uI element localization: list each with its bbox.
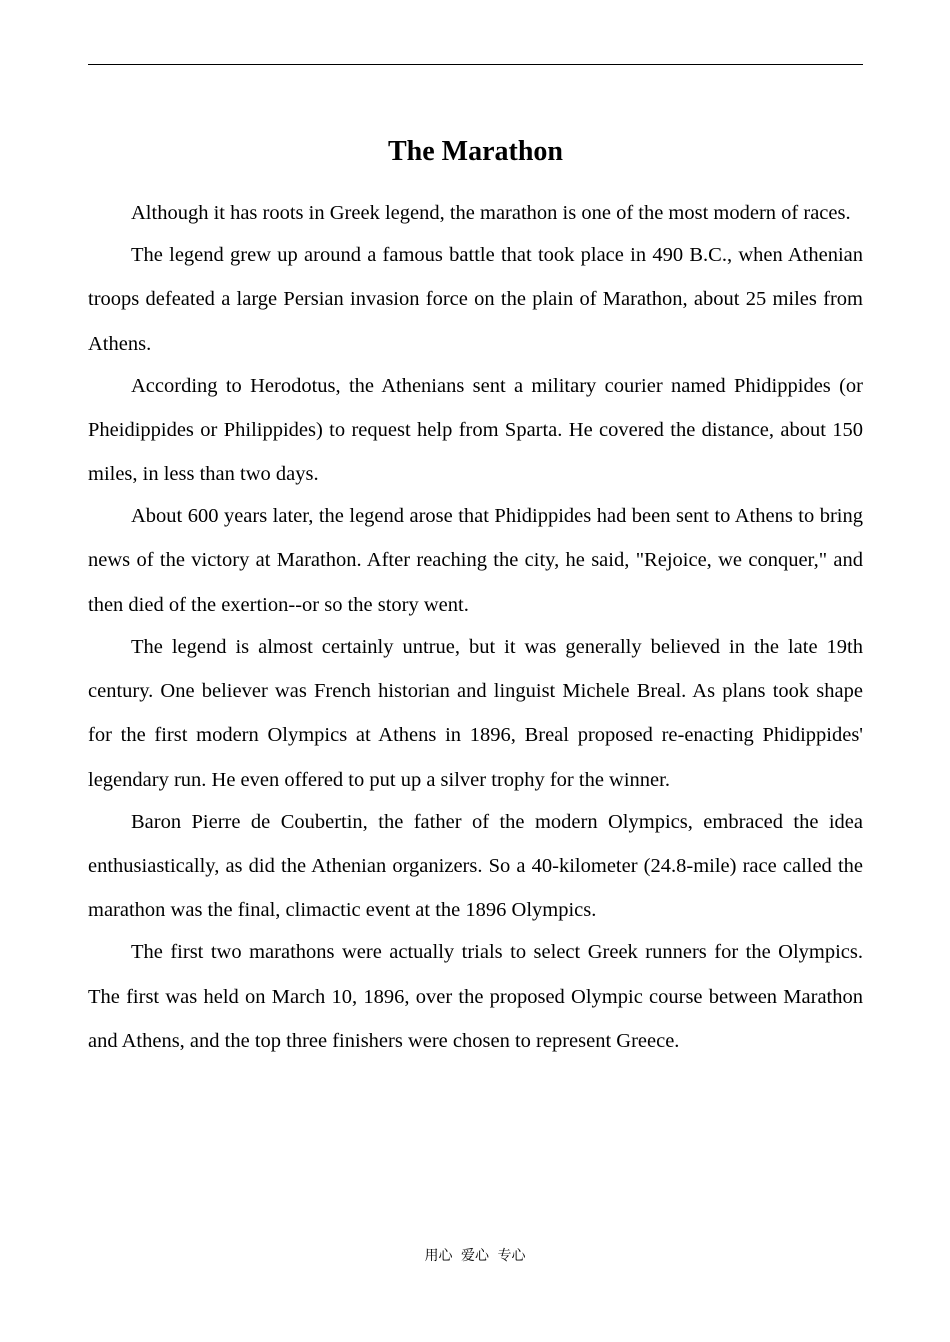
paragraph: The legend is almost certainly untrue, but it was generally believed in the late 19th century. One believer was French historian and linguist Michele Breal. As plans took shape for the first modern Olympics at Athens in 1896, Breal proposed re-enacting Phidippides' legendary run. He even offered to put up a silver trophy for the winner. <box>88 635 863 791</box>
paragraph: According to Herodotus, the Athenians sent a military courier named Phidippides (or Pheidippides or Philippides) to request help from Sparta. He covered the distance, about 150 miles, in less than two days. <box>88 374 863 486</box>
paragraph: Baron Pierre de Coubertin, the father of the modern Olympics, embraced the idea enthusiastically, as did the Athenian organizers. So a 40-kilometer (24.8-mile) race called the marathon was the final, climactic event at the 1896 Olympics. <box>88 810 863 922</box>
paragraph: The first two marathons were actually trials to select Greek runners for the Olympics. The first was held on March 10, 1896, over the proposed Olympic course between Marathon and Athens, and the top three finishers were chosen to represent Greece. <box>88 941 863 1052</box>
paragraph: Although it has roots in Greek legend, the marathon is one of the most modern of races. <box>131 202 851 224</box>
paragraph: The legend grew up around a famous battle that took place in 490 B.C., when Athenian troops defeated a large Persian invasion force on the plain of Marathon, about 25 miles from Athens. <box>88 244 863 355</box>
header-rule <box>88 64 863 65</box>
paragraph: About 600 years later, the legend arose that Phidippides had been sent to Athens to bring news of the victory at Marathon. After reaching the city, he said, "Rejoice, we conquer," and then died of the exertion--or so the story went. <box>88 505 863 616</box>
document-title: The Marathon <box>388 136 563 167</box>
document-body <box>88 191 863 1061</box>
page-footer: 用心 爱心 专心 <box>424 1248 526 1264</box>
